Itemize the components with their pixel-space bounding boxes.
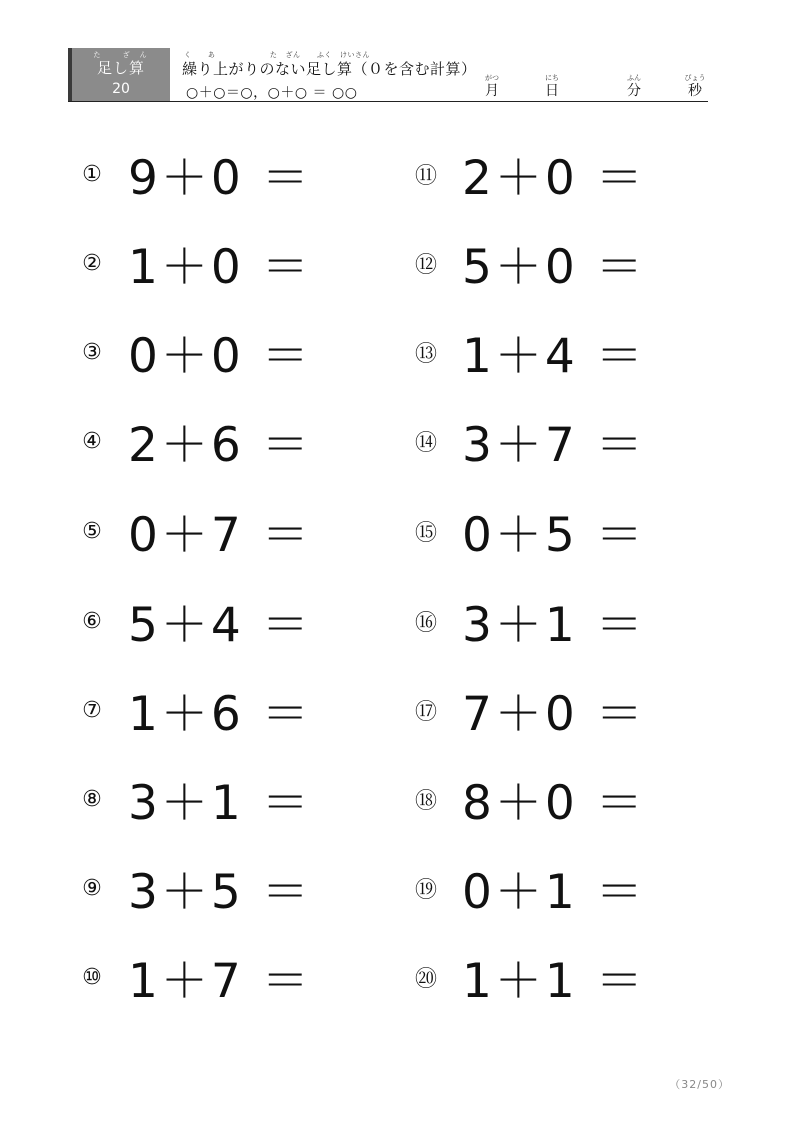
day-ruby: にち (545, 74, 559, 82)
problem-expression: 1＋7 ＝ (128, 953, 312, 1009)
problem-20[interactable] (412, 947, 646, 1007)
problem-3[interactable] (78, 322, 312, 382)
problem-number: ⑨ (82, 875, 102, 901)
seconds-ruby: びょう (684, 74, 706, 82)
problem-expression: 3＋1 ＝ (462, 597, 646, 653)
topic-title: 繰り上がりのない足し算（０を含む計算） (182, 60, 477, 78)
problem-number: ⑫ (414, 252, 437, 278)
topic-pattern: ○＋○＝○，○＋○ ＝ ○○ (186, 85, 358, 101)
month-ruby: がつ (485, 74, 499, 82)
problem-number: ① (82, 161, 102, 187)
problem-expression: 5＋4 ＝ (128, 597, 312, 653)
problem-8[interactable] (78, 769, 312, 829)
problem-15[interactable] (412, 501, 646, 561)
problem-expression: 0＋1 ＝ (462, 864, 646, 920)
page-indicator: （32/50） (669, 1078, 730, 1091)
problem-number: ⑤ (82, 518, 102, 544)
month-label: 月 (485, 83, 499, 99)
problem-expression: 0＋5 ＝ (462, 507, 646, 563)
problem-number: ⑭ (414, 430, 437, 456)
problem-number: ⑲ (414, 877, 437, 903)
problem-17[interactable] (412, 680, 646, 740)
problem-1[interactable] (78, 144, 312, 204)
problem-14[interactable] (412, 411, 646, 471)
problem-number: ⑯ (414, 610, 437, 636)
problem-10[interactable] (78, 947, 312, 1007)
problem-expression: 3＋5 ＝ (128, 864, 312, 920)
seconds-label: 秒 (688, 83, 702, 99)
problem-number: ⑬ (414, 341, 437, 367)
problem-number: ⑩ (82, 964, 102, 990)
problem-number: ⑦ (82, 697, 102, 723)
problem-16[interactable] (412, 591, 646, 651)
problem-12[interactable] (412, 233, 646, 293)
problem-expression: 1＋4 ＝ (462, 328, 646, 384)
day-label: 日 (545, 83, 559, 99)
problem-number: ⑳ (414, 966, 437, 992)
problem-6[interactable] (78, 591, 312, 651)
problem-expression: 9＋0 ＝ (128, 150, 312, 206)
problem-9[interactable] (78, 858, 312, 918)
problem-18[interactable] (412, 769, 646, 829)
badge-ruby: た ざん (93, 51, 157, 59)
problem-number: ⑥ (82, 608, 102, 634)
problem-number: ④ (82, 428, 102, 454)
problem-7[interactable] (78, 680, 312, 740)
problem-expression: 7＋0 ＝ (462, 686, 646, 742)
problem-5[interactable] (78, 501, 312, 561)
problem-expression: 0＋0 ＝ (128, 328, 312, 384)
problem-4[interactable] (78, 411, 312, 471)
problem-number: ③ (82, 339, 102, 365)
problem-number: ⑰ (414, 699, 437, 725)
problem-expression: 3＋1 ＝ (128, 775, 312, 831)
problem-expression: 8＋0 ＝ (462, 775, 646, 831)
problem-number: ⑧ (82, 786, 102, 812)
problem-number: ⑮ (414, 520, 437, 546)
problem-2[interactable] (78, 233, 312, 293)
problem-expression: 1＋0 ＝ (128, 239, 312, 295)
problem-expression: 1＋6 ＝ (128, 686, 312, 742)
problem-expression: 0＋7 ＝ (128, 507, 312, 563)
worksheet-number: 20 (112, 81, 130, 97)
problem-number: ② (82, 250, 102, 276)
topic-ruby: く あ た ざん ふく けいさん (184, 51, 371, 59)
minutes-label: 分 (627, 83, 641, 99)
minutes-ruby: ふん (627, 74, 641, 82)
problem-expression: 2＋0 ＝ (462, 150, 646, 206)
problem-expression: 3＋7 ＝ (462, 417, 646, 473)
badge-title: 足し算 (96, 59, 145, 77)
problem-11[interactable] (412, 144, 646, 204)
problem-13[interactable] (412, 322, 646, 382)
problem-expression: 1＋1 ＝ (462, 953, 646, 1009)
problem-expression: 2＋6 ＝ (128, 417, 312, 473)
problem-19[interactable] (412, 858, 646, 918)
problem-number: ⑪ (414, 163, 437, 189)
problem-number: ⑱ (414, 788, 437, 814)
problem-expression: 5＋0 ＝ (462, 239, 646, 295)
